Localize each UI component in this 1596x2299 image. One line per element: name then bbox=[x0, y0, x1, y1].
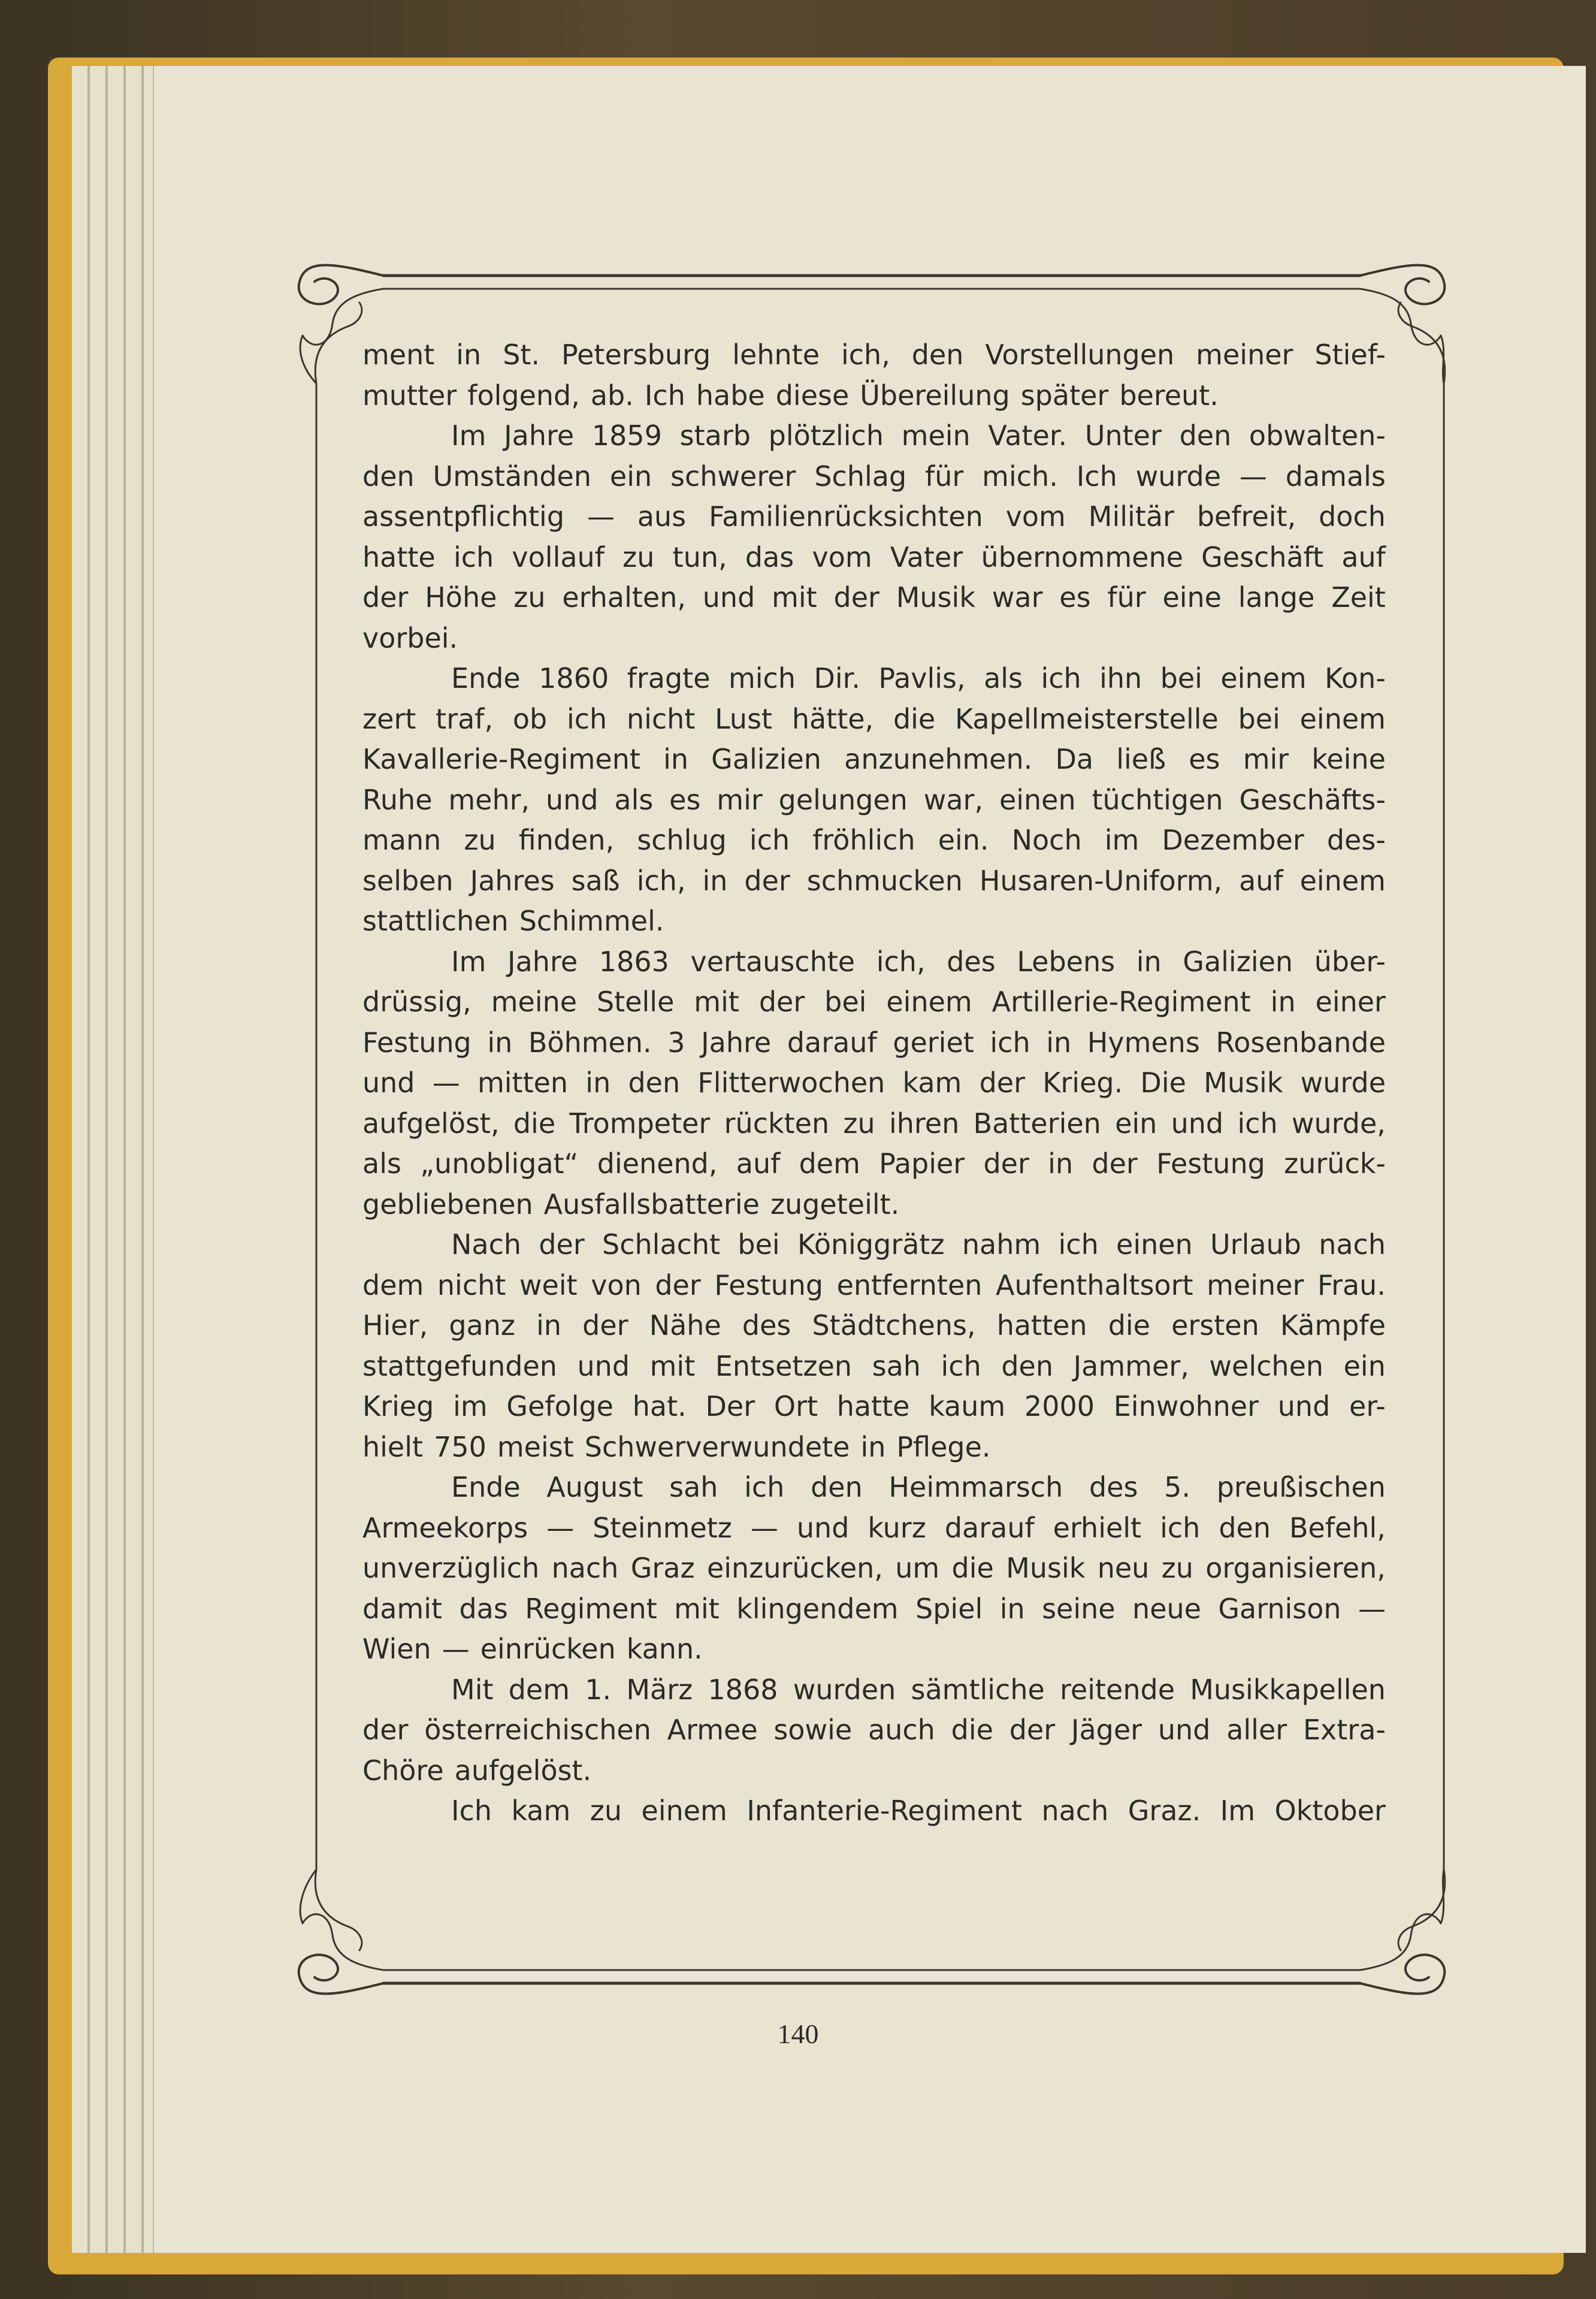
text-line: der österreichischen Armee sowie auch die der Jäger und aller Extra- bbox=[362, 1714, 1386, 1746]
text-line: dem nicht weit von der Festung entfernten Aufenthaltsort meiner Frau. bbox=[362, 1269, 1386, 1301]
text-line: mutter folgend, ab. Ich habe diese Übereilung später bereut. bbox=[362, 379, 1219, 412]
text-line: Armeekorps — Steinmetz — und kurz darauf erhielt ich den Befehl, bbox=[362, 1512, 1386, 1544]
text-line: Im Jahre 1863 vertauschte ich, des Lebens in Galizien über- bbox=[451, 945, 1386, 978]
text-line: Festung in Böhmen. 3 Jahre darauf geriet ich in Hymens Rosenbande bbox=[362, 1026, 1386, 1059]
text-line: Hier, ganz in der Nähe des Städtchens, hatten die ersten Kämpfe bbox=[362, 1309, 1386, 1342]
text-line: Ich kam zu einem Infanterie-Regiment nach Graz. Im Oktober bbox=[451, 1795, 1386, 1827]
text-line: aufgelöst, die Trompeter rückten zu ihren Batterien ein und ich wurde, bbox=[362, 1107, 1386, 1140]
text-line: hatte ich vollauf zu tun, das vom Vater übernommene Geschäft auf bbox=[362, 541, 1386, 573]
text-line: gebliebenen Ausfallsbatterie zugeteilt. bbox=[362, 1188, 900, 1221]
text-line: Mit dem 1. März 1868 wurden sämtliche reitende Musikkapellen bbox=[451, 1673, 1386, 1706]
text-line: mann zu finden, schlug ich fröhlich ein. Noch im Dezember des- bbox=[362, 824, 1386, 856]
text-line: selben Jahres saß ich, in der schmucken Husaren-Uniform, auf einem bbox=[362, 865, 1386, 897]
text-line: Nach der Schlacht bei Königgrätz nahm ich einen Urlaub nach bbox=[451, 1228, 1386, 1261]
text-line: und — mitten in den Flitterwochen kam der Krieg. Die Musik wurde bbox=[362, 1067, 1386, 1099]
text-line: ment in St. Petersburg lehnte ich, den Vorstellungen meiner Stief- bbox=[362, 339, 1386, 371]
page-number: 140 bbox=[777, 2019, 819, 2049]
text-line: hielt 750 meist Schwerverwundete in Pflege. bbox=[362, 1431, 991, 1463]
text-line: zert traf, ob ich nicht Lust hätte, die Kapellmeisterstelle bei einem bbox=[362, 703, 1386, 735]
text-line: als „unobligat“ dienend, auf dem Papier der in der Festung zurück- bbox=[362, 1147, 1386, 1180]
text-line: Ende 1860 fragte mich Dir. Pavlis, als ich ihn bei einem Kon- bbox=[451, 662, 1386, 694]
text-line: Krieg im Gefolge hat. Der Ort hatte kaum 2000 Einwohner und er- bbox=[362, 1390, 1386, 1422]
text-line: stattgefunden und mit Entsetzen sah ich den Jammer, welchen ein bbox=[362, 1350, 1386, 1382]
text-line: damit das Regiment mit klingendem Spiel in seine neue Garnison — bbox=[362, 1593, 1386, 1625]
text-line: stattlichen Schimmel. bbox=[362, 905, 664, 937]
text-line: unverzüglich nach Graz einzurücken, um die Musik neu zu organisieren, bbox=[362, 1552, 1386, 1584]
text-line: Ruhe mehr, und als es mir gelungen war, einen tüchtigen Geschäfts- bbox=[362, 784, 1386, 816]
text-line: Wien — einrücken kann. bbox=[362, 1633, 703, 1665]
text-line: vorbei. bbox=[362, 622, 458, 654]
text-line: Im Jahre 1859 starb plötzlich mein Vater. Unter den obwalten- bbox=[451, 419, 1386, 452]
text-line: Ende August sah ich den Heimmarsch des 5. preußischen bbox=[451, 1471, 1386, 1503]
text-line: Kavallerie-Regiment in Galizien anzunehmen. Da ließ es mir keine bbox=[362, 743, 1386, 775]
text-line: assentpflichtig — aus Familienrücksichten vom Militär befreit, doch bbox=[362, 500, 1386, 533]
text-line: den Umständen ein schwerer Schlag für mich. Ich wurde — damals bbox=[362, 460, 1386, 493]
text-line: drüssig, meine Stelle mit der bei einem Artillerie-Regiment in einer bbox=[362, 986, 1386, 1018]
text-line: der Höhe zu erhalten, und mit der Musik war es für eine lange Zeit bbox=[362, 581, 1386, 614]
body-text bbox=[362, 336, 1386, 1953]
text-line: Chöre aufgelöst. bbox=[362, 1754, 592, 1787]
